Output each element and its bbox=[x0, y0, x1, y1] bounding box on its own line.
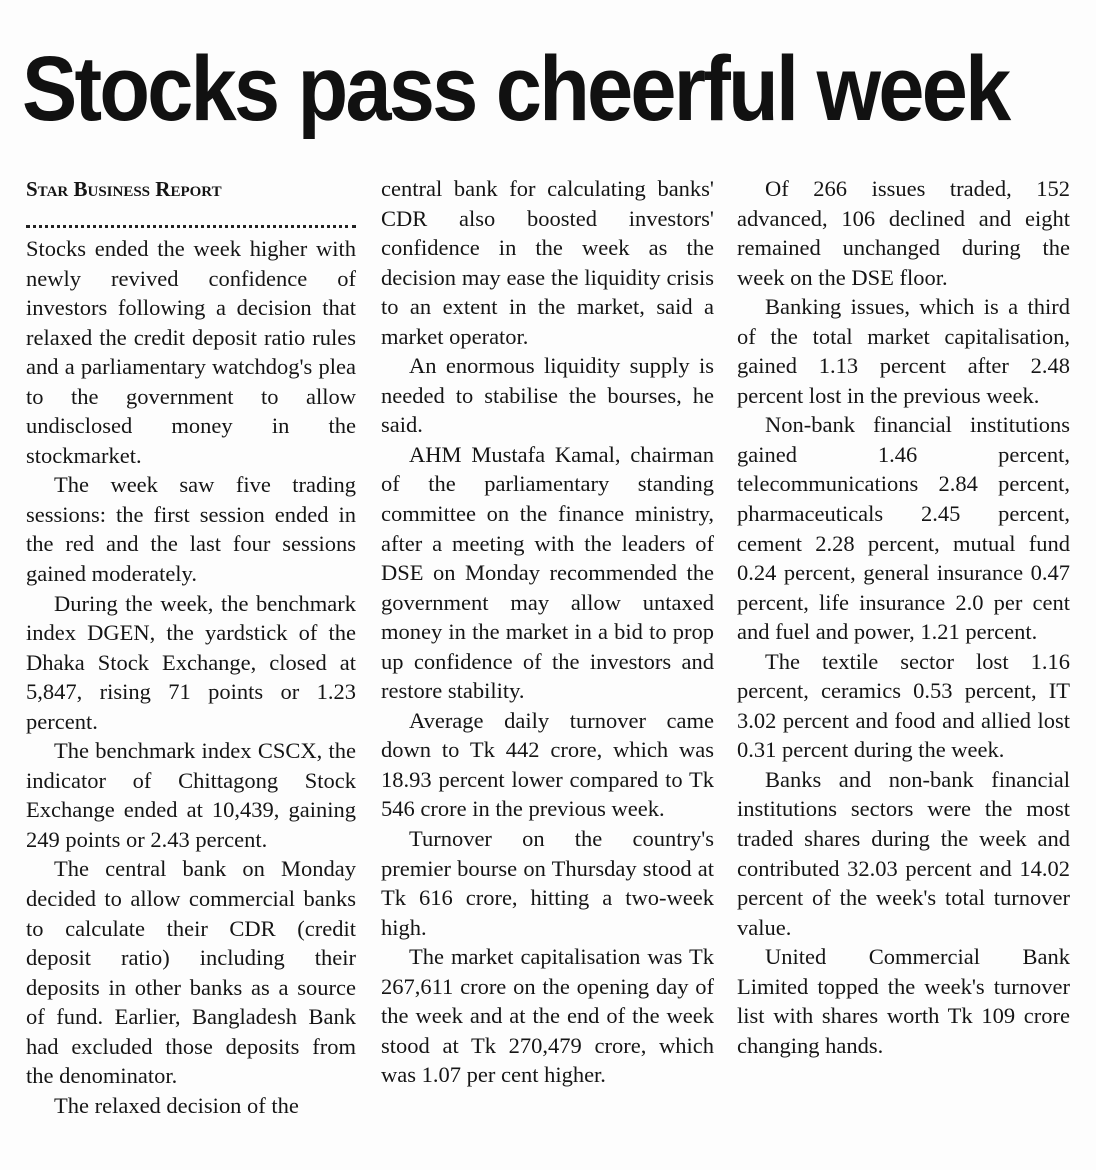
paragraph: Banks and non-bank financial institutions sectors were the most traded shares during the week and contributed 32.03 percent and 14.02 percent of the week's total turnover value. bbox=[737, 766, 1070, 940]
column-3 bbox=[737, 174, 1070, 1060]
paragraph: An enormous liquidity supply is needed to stabilise the bourses, he said. bbox=[381, 353, 714, 438]
column-2 bbox=[381, 174, 714, 1090]
column-1 bbox=[26, 174, 356, 1120]
paragraph: Turnover on the country's premier bourse on Thursday stood at Tk 616 crore, hitting a two-week high. bbox=[381, 826, 714, 940]
paragraph: The relaxed decision of the bbox=[54, 1092, 299, 1118]
paragraph: United Commercial Bank Limited topped the week's turnover list with shares worth Tk 109 crore changing hands. bbox=[737, 944, 1070, 1058]
paragraph: AHM Mustafa Kamal, chairman of the parliamentary standing committee on the finance ministry, after a meeting with the leaders of DSE on Monday recommended the government may allow untaxed money in the market in a bid to prop up confidence of the investors and restore stability. bbox=[381, 441, 714, 704]
paragraph: Stocks ended the week higher with newly revived confidence of investors following a decision that relaxed the credit deposit ratio rules and a parliamentary watchdog's plea to the government to allow undisclosed money in the stockmarket. bbox=[26, 236, 356, 468]
byline: Star Business Report bbox=[26, 177, 222, 201]
paragraph: The market capitalisation was Tk 267,611 crore on the opening day of the week and at the end of the week stood at Tk 270,479 crore, which was 1.07 per cent higher. bbox=[381, 944, 714, 1088]
paragraph: The week saw five trading sessions: the first session ended in the red and the last four sessions gained moderately. bbox=[26, 472, 356, 587]
paragraph: The textile sector lost 1.16 percent, ceramics 0.53 percent, IT 3.02 percent and food and allied lost 0.31 percent during the week. bbox=[737, 648, 1070, 763]
paragraph: Non-bank financial institutions gained 1.46 percent, telecommunications 2.84 percent, pharmaceuticals 2.45 percent, cement 2.28 percent, mutual fund 0.24 percent, general insurance 0.47 percent, life insurance 2.0 per cent and fuel and power, 1.21 percent. bbox=[737, 412, 1070, 645]
paragraph: The benchmark index CSCX, the indicator of Chittagong Stock Exchange ended at 10,439, gaining 249 points or 2.43 percent. bbox=[26, 738, 356, 852]
headline: Stocks pass cheerful week bbox=[22, 38, 1009, 140]
dotted-divider bbox=[26, 204, 356, 228]
paragraph: During the week, the benchmark index DGEN, the yardstick of the Dhaka Stock Exchange, closed at 5,847, rising 71 points or 1.23 percent. bbox=[26, 590, 356, 734]
paragraph: Banking issues, which is a third of the total market capitalisation, gained 1.13 percent after 2.48 percent lost in the previous week. bbox=[737, 294, 1070, 408]
paragraph: Of 266 issues traded, 152 advanced, 106 declined and eight remained unchanged during the week on the DSE floor. bbox=[737, 176, 1070, 290]
paragraph: The central bank on Monday decided to allow commercial banks to calculate their CDR (credit deposit ratio) including their deposits in other banks as a source of fund. Earlier, Bangladesh Bank had excluded those deposits from the denominator. bbox=[26, 856, 356, 1089]
paragraph: Average daily turnover came down to Tk 442 crore, which was 18.93 percent lower compared to Tk 546 crore in the previous week. bbox=[381, 707, 714, 822]
paragraph: central bank for calculating banks' CDR also boosted investors' confidence in the week as the decision may ease the liquidity crisis to an extent in the market, said a market operator. bbox=[381, 176, 714, 349]
